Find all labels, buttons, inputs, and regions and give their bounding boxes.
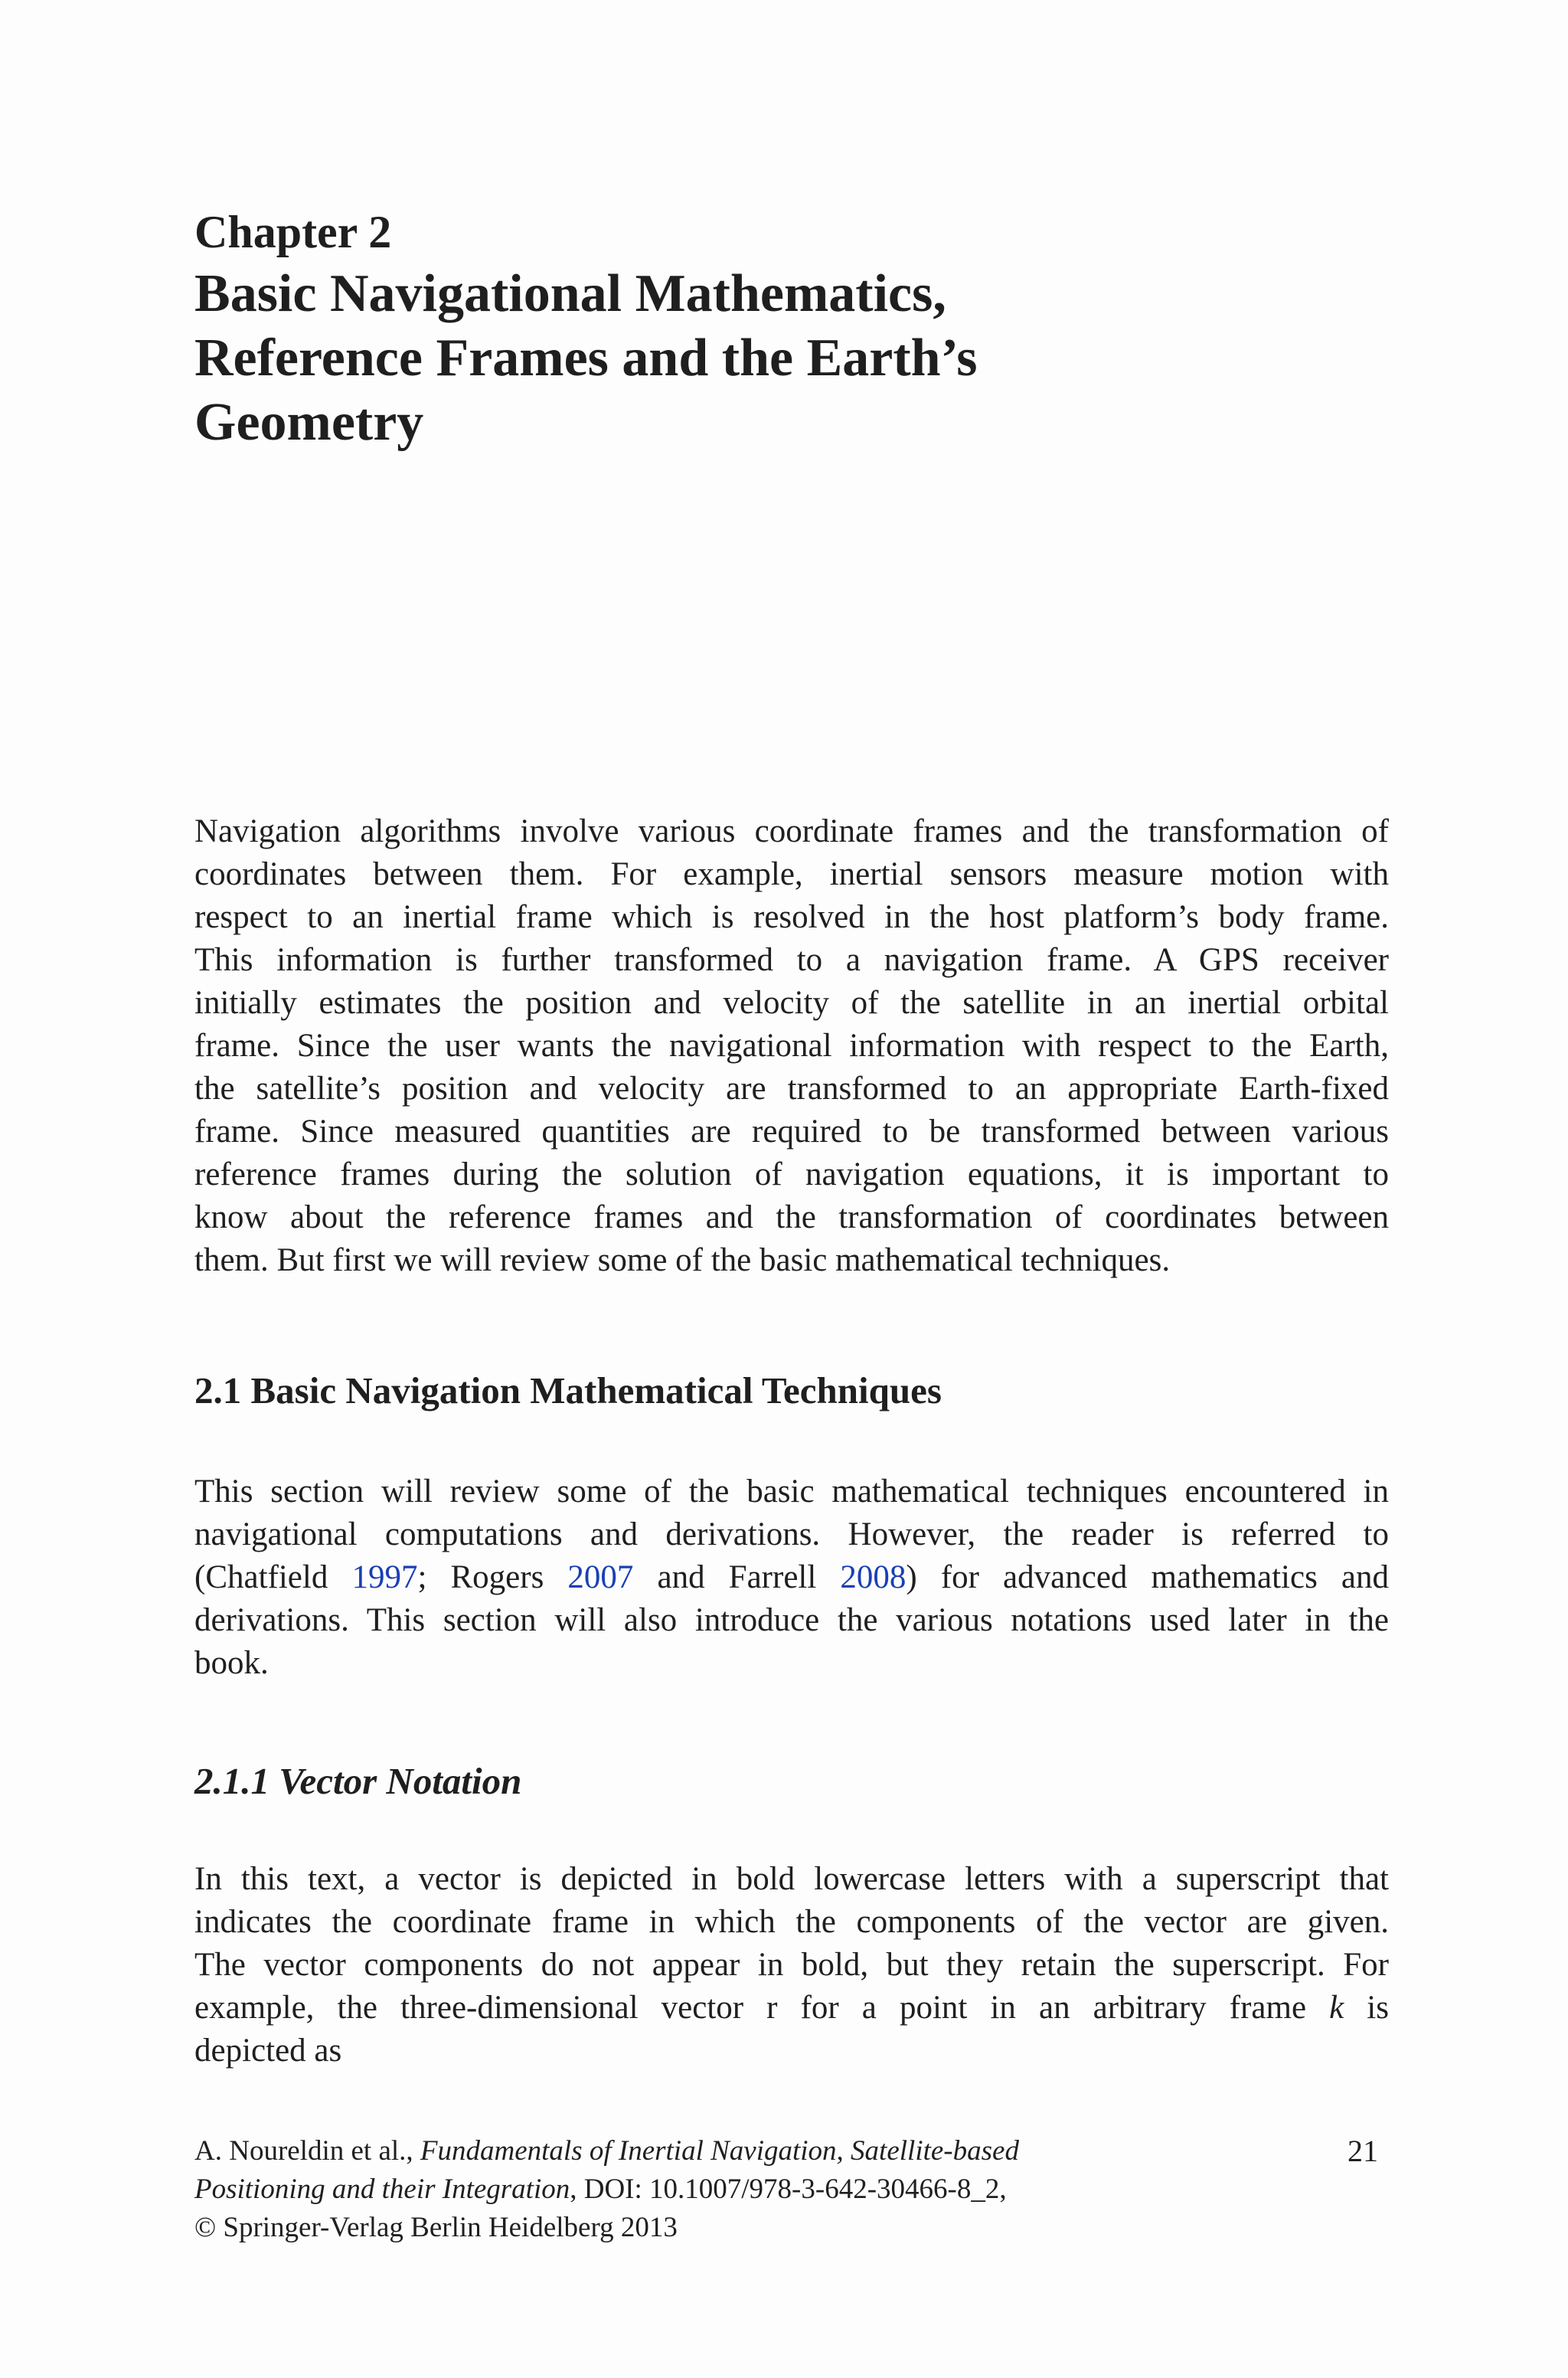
text-line: them. But first we will review some of the basic mathematical techniques.: [194, 1242, 1171, 1278]
text-line: Navigation algorithms involve various coordinate frames and the transformation of: [194, 813, 1389, 849]
text-line: depicted as: [194, 2033, 342, 2069]
text-line: coordinates between them. For example, inertial sensors measure motion with: [194, 856, 1389, 892]
text-line: respect to an inertial frame which is resolved in the host platform’s body frame.: [194, 899, 1389, 935]
text-line: derivations. This section will also introduce the various notations used later in the: [194, 1602, 1389, 1638]
section-heading: 2.1 Basic Navigation Mathematical Techniques: [194, 1369, 942, 1411]
text-line: This information is further transformed to a navigation frame. A GPS receiver: [194, 942, 1389, 978]
footnote-book-title-cont: Positioning and their Integration: [194, 2174, 570, 2205]
text-line: reference frames during the solution of navigation equations, it is important to: [194, 1156, 1389, 1192]
text-line: This section will review some of the basic mathematical techniques encountered in: [194, 1474, 1389, 1510]
text-line: frame. Since the user wants the navigational information with respect to the Earth,: [194, 1028, 1389, 1064]
section-2-1-paragraph: [194, 1470, 1389, 1685]
footnote-copyright: © Springer-Verlag Berlin Heidelberg 2013: [194, 2212, 678, 2243]
text-fragment: and Farrell: [633, 1559, 841, 1595]
chapter-title-line: Basic Navigational Mathematics,: [194, 264, 946, 323]
text-line: navigational computations and derivations. However, the reader is referred to: [194, 1516, 1389, 1552]
page-number: 21: [1348, 2134, 1378, 2168]
text-line-with-citations: [194, 1556, 1389, 1599]
citation-link-farrell[interactable]: 2008: [840, 1559, 906, 1595]
footnote-line: [194, 2170, 1389, 2209]
section-2-1-1-paragraph: [194, 1858, 1389, 2072]
footnote-authors: A. Noureldin et al.,: [194, 2135, 420, 2167]
text-line: frame. Since measured quantities are required to be transformed between various: [194, 1114, 1389, 1150]
text-fragment: is: [1344, 1990, 1389, 2026]
citation-link-rogers[interactable]: 2007: [567, 1559, 634, 1595]
intro-paragraph: [194, 810, 1389, 1282]
chapter-title: [194, 262, 1343, 455]
footnote-line: [194, 2132, 1389, 2170]
chapter-title-line: Geometry: [194, 393, 424, 452]
text-line: The vector components do not appear in bold, but they retain the superscript. For: [194, 1947, 1389, 1983]
text-line: know about the reference frames and the transformation of coordinates between: [194, 1199, 1389, 1235]
citation-link-chatfield[interactable]: 1997: [351, 1559, 418, 1595]
text-fragment: ) for advanced mathematics and: [906, 1559, 1389, 1595]
frame-variable-k: k: [1329, 1990, 1344, 2026]
text-fragment: (Chatfield: [194, 1559, 352, 1595]
text-line: [194, 1987, 1389, 2030]
chapter-label: Chapter 2: [194, 207, 392, 257]
chapter-title-line: Reference Frames and the Earth’s: [194, 329, 978, 388]
footnote-book-title: Fundamentals of Inertial Navigation, Satellite-based: [420, 2135, 1019, 2167]
text-line: book.: [194, 1645, 269, 1681]
text-line: In this text, a vector is depicted in bold lowercase letters with a superscript that: [194, 1861, 1389, 1897]
text-line: initially estimates the position and velocity of the satellite in an inertial orbital: [194, 985, 1389, 1021]
copyright-footnote: [194, 2132, 1389, 2247]
text-fragment: example, the three-dimensional vector r for a point in an arbitrary frame: [194, 1990, 1330, 2026]
subsection-heading: 2.1.1 Vector Notation: [194, 1760, 522, 1802]
text-fragment: ; Rogers: [417, 1559, 568, 1595]
text-line: the satellite’s position and velocity are transformed to an appropriate Earth-fixed: [194, 1071, 1389, 1107]
text-line: indicates the coordinate frame in which the components of the vector are given.: [194, 1904, 1389, 1940]
footnote-doi: , DOI: 10.1007/978-3-642-30466-8_2,: [570, 2174, 1007, 2205]
